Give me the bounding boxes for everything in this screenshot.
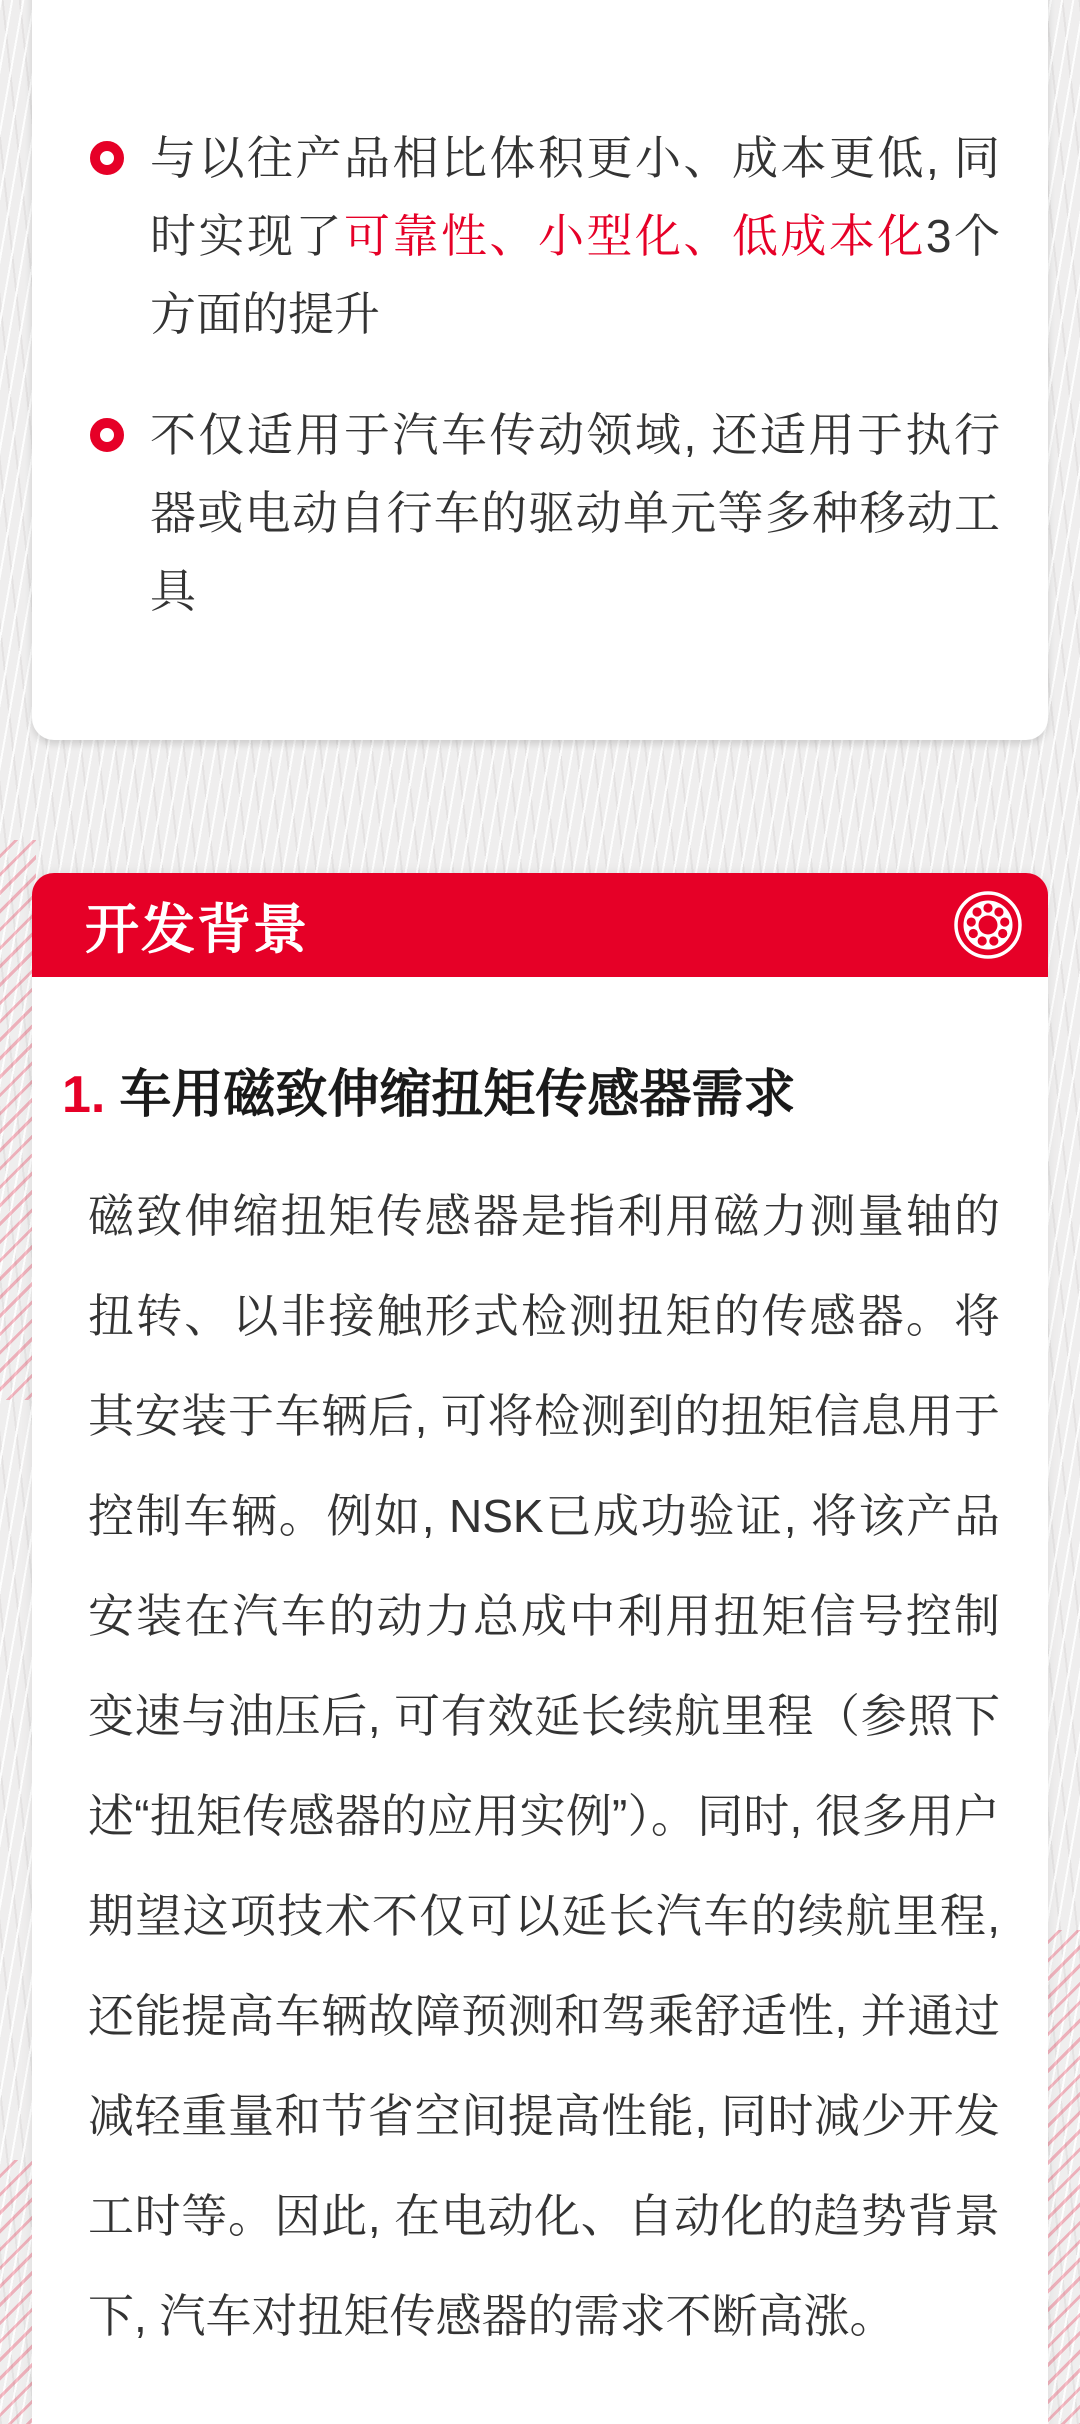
section-header xyxy=(32,873,1048,977)
bullet-text-highlight: 可靠性、小型化、低成本化 xyxy=(343,210,926,262)
bullet-item-applications xyxy=(90,396,1000,630)
section-body xyxy=(32,977,1048,2366)
ring-bullet-icon xyxy=(90,141,124,175)
bullet-text xyxy=(150,119,1000,353)
background-pink-stripes-right xyxy=(1044,1930,1080,2424)
body-paragraph: 磁致伸缩扭矩传感器是指利用磁力测量轴的扭转、以非接触形式检测扭矩的传感器。将其安装于车辆后, 可将检测到的扭矩信息用于控制车辆。例如, NSK已成功验证, 将该产品安装在汽车的动力总成中利用扭矩信号控制变速与油压后, 可有效延长续航里程（参照下述“扭矩传感器的应用实例”）。同时, 很多用户期望这项技术不仅可以延长汽车的续航里程, 还能提高车辆故障预测和驾乘舒适性, 并通过减轻重量和节省空间提高性能, 同时减少开发工时等。因此, 在电动化、自动化的趋势背景下, 汽车对扭矩传感器的需求不断高涨。 xyxy=(88,1190,1000,2342)
sub-heading-text: 车用磁致伸缩扭矩传感器需求 xyxy=(119,1066,796,1124)
background-pink-stripes-left xyxy=(0,840,36,1400)
background-pink-stripes-left-bottom xyxy=(0,2160,36,2424)
bullet-text-after: 3个方面的提升 xyxy=(150,210,1000,340)
development-background-card xyxy=(32,873,1048,2424)
highlights-card xyxy=(32,0,1048,740)
sub-heading-number: 1. xyxy=(62,1066,106,1124)
bearing-icon xyxy=(952,889,1024,961)
sub-heading xyxy=(62,1063,1000,1127)
bullet-item-benefits xyxy=(90,119,1000,353)
bullet-text-before: 与以往产品相比体积更小、成本更低, 同时实现了 xyxy=(150,132,1000,262)
section-title: 开发背景 xyxy=(85,899,309,960)
ring-bullet-icon xyxy=(90,418,124,452)
bullet-text: 不仅适用于汽车传动领域, 还适用于执行器或电动自行车的驱动单元等多种移动工具 xyxy=(150,409,1000,617)
